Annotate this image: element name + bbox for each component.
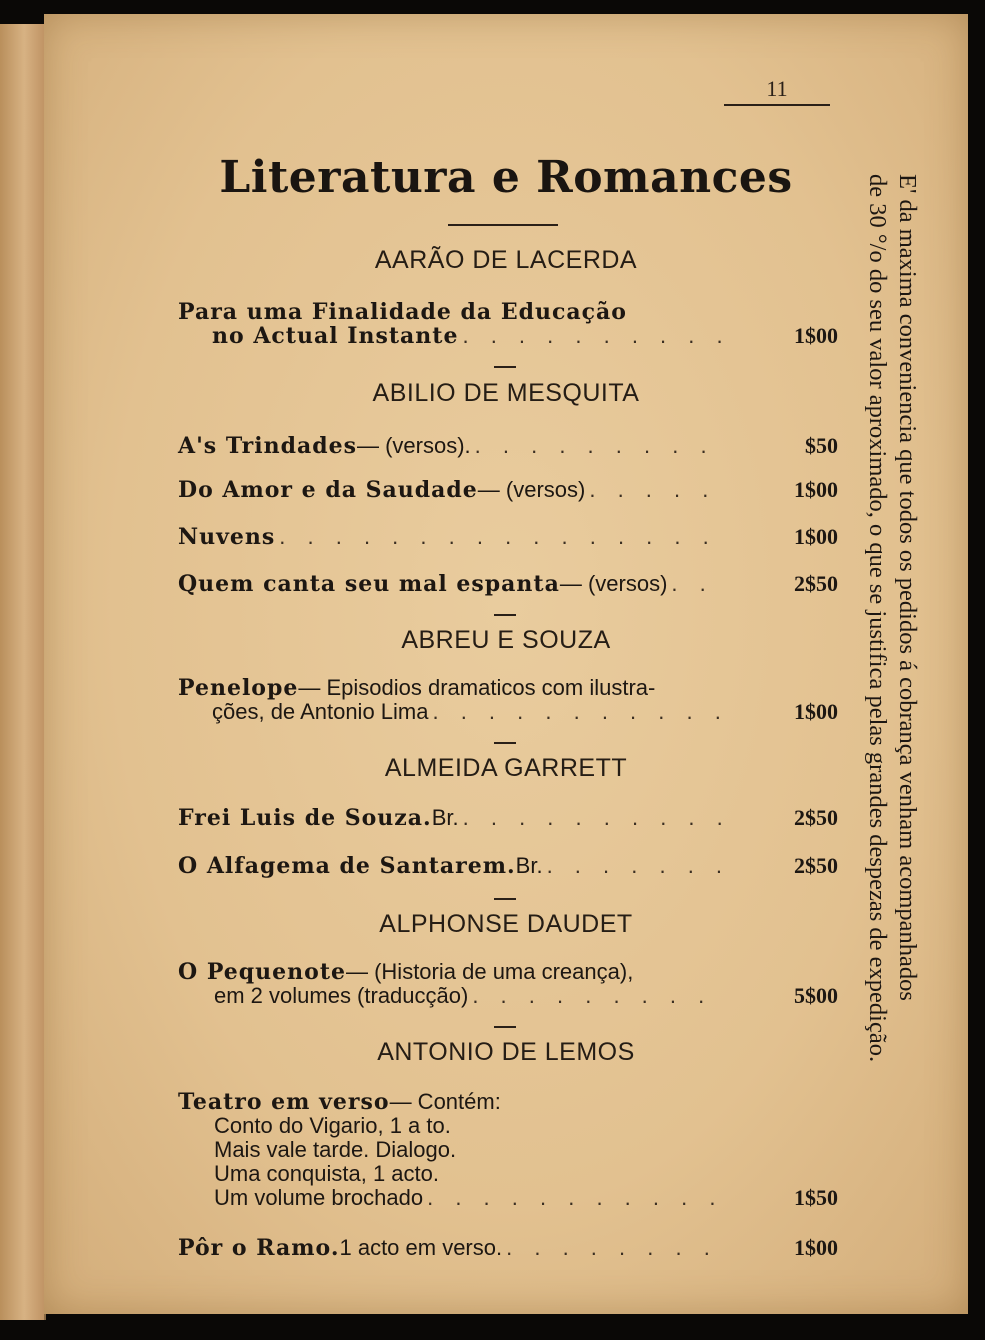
section-separator — [494, 1026, 516, 1028]
catalog-entry — [178, 676, 838, 724]
catalog-entry — [178, 300, 838, 348]
entry-content-line: Mais vale tarde. Dialogo. — [214, 1137, 457, 1162]
entry-note: — Contém: — [389, 1089, 501, 1114]
entry-note: — (versos) — [559, 571, 668, 596]
entry-note-cont: em 2 volumes (traducção) — [214, 983, 469, 1008]
title-rule — [448, 224, 558, 226]
entry-price: 2$50 — [794, 571, 838, 596]
entry-price: 1$00 — [794, 699, 838, 724]
leader-dots — [667, 572, 728, 596]
entry-title: Para uma Finalidade da Educação — [178, 299, 627, 325]
entry-title: A's Trindades — [178, 433, 357, 459]
author-heading: ANTONIO DE LEMOS — [377, 1038, 635, 1066]
catalog-entry — [178, 572, 838, 596]
author-heading: ABILIO DE MESQUITA — [372, 379, 640, 407]
entry-price: 2$50 — [794, 853, 838, 878]
entry-title: Pôr o Ramo. — [178, 1235, 340, 1261]
side-note-line: E' da maxima conveniencia que todos os pedidos á cobrança venham acompanhados — [894, 174, 921, 1001]
left-page-edge — [0, 24, 46, 1320]
entry-content-line: Conto do Vigario, 1 a to. — [214, 1113, 451, 1138]
leader-dots — [428, 700, 728, 724]
leader-dots — [471, 434, 728, 458]
entry-content-line: Um volume brochado — [214, 1185, 424, 1210]
entry-title: Penelope — [178, 675, 299, 701]
catalog-entry — [178, 854, 838, 878]
author-heading: AARÃO DE LACERDA — [374, 246, 638, 274]
author-heading: ALPHONSE DAUDET — [379, 910, 633, 938]
leader-dots — [459, 806, 728, 830]
catalog-entry — [178, 1090, 838, 1210]
catalog-entry — [178, 960, 838, 1008]
catalog-entry — [178, 478, 838, 502]
section-separator — [494, 614, 516, 616]
author-heading: ABREU E SOUZA — [401, 626, 611, 654]
catalog-page — [44, 14, 968, 1314]
entry-note: — (versos) — [477, 477, 586, 502]
section-separator — [494, 898, 516, 900]
leader-dots — [468, 984, 728, 1008]
entry-price: 2$50 — [794, 805, 838, 830]
section-separator — [494, 366, 516, 368]
author-heading: ALMEIDA GARRETT — [384, 754, 628, 782]
leader-dots — [502, 1236, 728, 1260]
entry-price: 1$00 — [794, 477, 838, 502]
entry-title: O Pequenote — [178, 959, 346, 985]
entry-note: — Episodios dramaticos com ilustra- — [298, 675, 656, 700]
entry-title: Nuvens — [178, 524, 276, 550]
entry-price: 1$00 — [794, 524, 838, 549]
entry-note: Br. — [515, 853, 543, 878]
entry-price: 1$50 — [794, 1185, 838, 1210]
entry-price: 5$00 — [794, 983, 838, 1008]
page-number: 11 — [724, 76, 830, 106]
entry-title: Quem canta seu mal espanta — [178, 571, 560, 597]
leader-dots — [458, 324, 728, 348]
catalog-entry — [178, 434, 838, 458]
leader-dots — [423, 1186, 728, 1210]
entry-content-line: Uma conquista, 1 acto. — [214, 1161, 440, 1186]
catalog-entry — [178, 1236, 838, 1260]
leader-dots — [585, 478, 728, 502]
entry-title-cont: no Actual Instante — [212, 323, 459, 349]
side-note-line: de 30 °/o do seu valor aproximado, o que se justifica pelas grandes despezas de expedição. — [864, 174, 891, 1063]
entry-price: 1$00 — [794, 323, 838, 348]
catalog-entry — [178, 525, 838, 549]
entry-title: Frei Luis de Souza. — [178, 805, 432, 831]
entry-note-cont: ções, de Antonio Lima — [212, 699, 429, 724]
entry-title: Teatro em verso — [178, 1089, 390, 1115]
leader-dots — [543, 854, 728, 878]
entry-note: — (Historia de uma creança), — [345, 959, 634, 984]
section-separator — [494, 742, 516, 744]
entry-price: $50 — [805, 433, 838, 458]
entry-title: Do Amor e da Saudade — [178, 477, 478, 503]
catalog-entry — [178, 806, 838, 830]
entry-note: 1 acto em verso. — [339, 1235, 503, 1260]
entry-price: 1$00 — [794, 1235, 838, 1260]
entry-note: — (versos). — [356, 433, 471, 458]
page-title: Literatura e Romances — [219, 152, 793, 203]
entry-title: O Alfagema de Santarem. — [178, 853, 516, 879]
leader-dots — [275, 525, 728, 549]
side-note — [866, 174, 922, 1254]
entry-note: Br. — [431, 805, 459, 830]
